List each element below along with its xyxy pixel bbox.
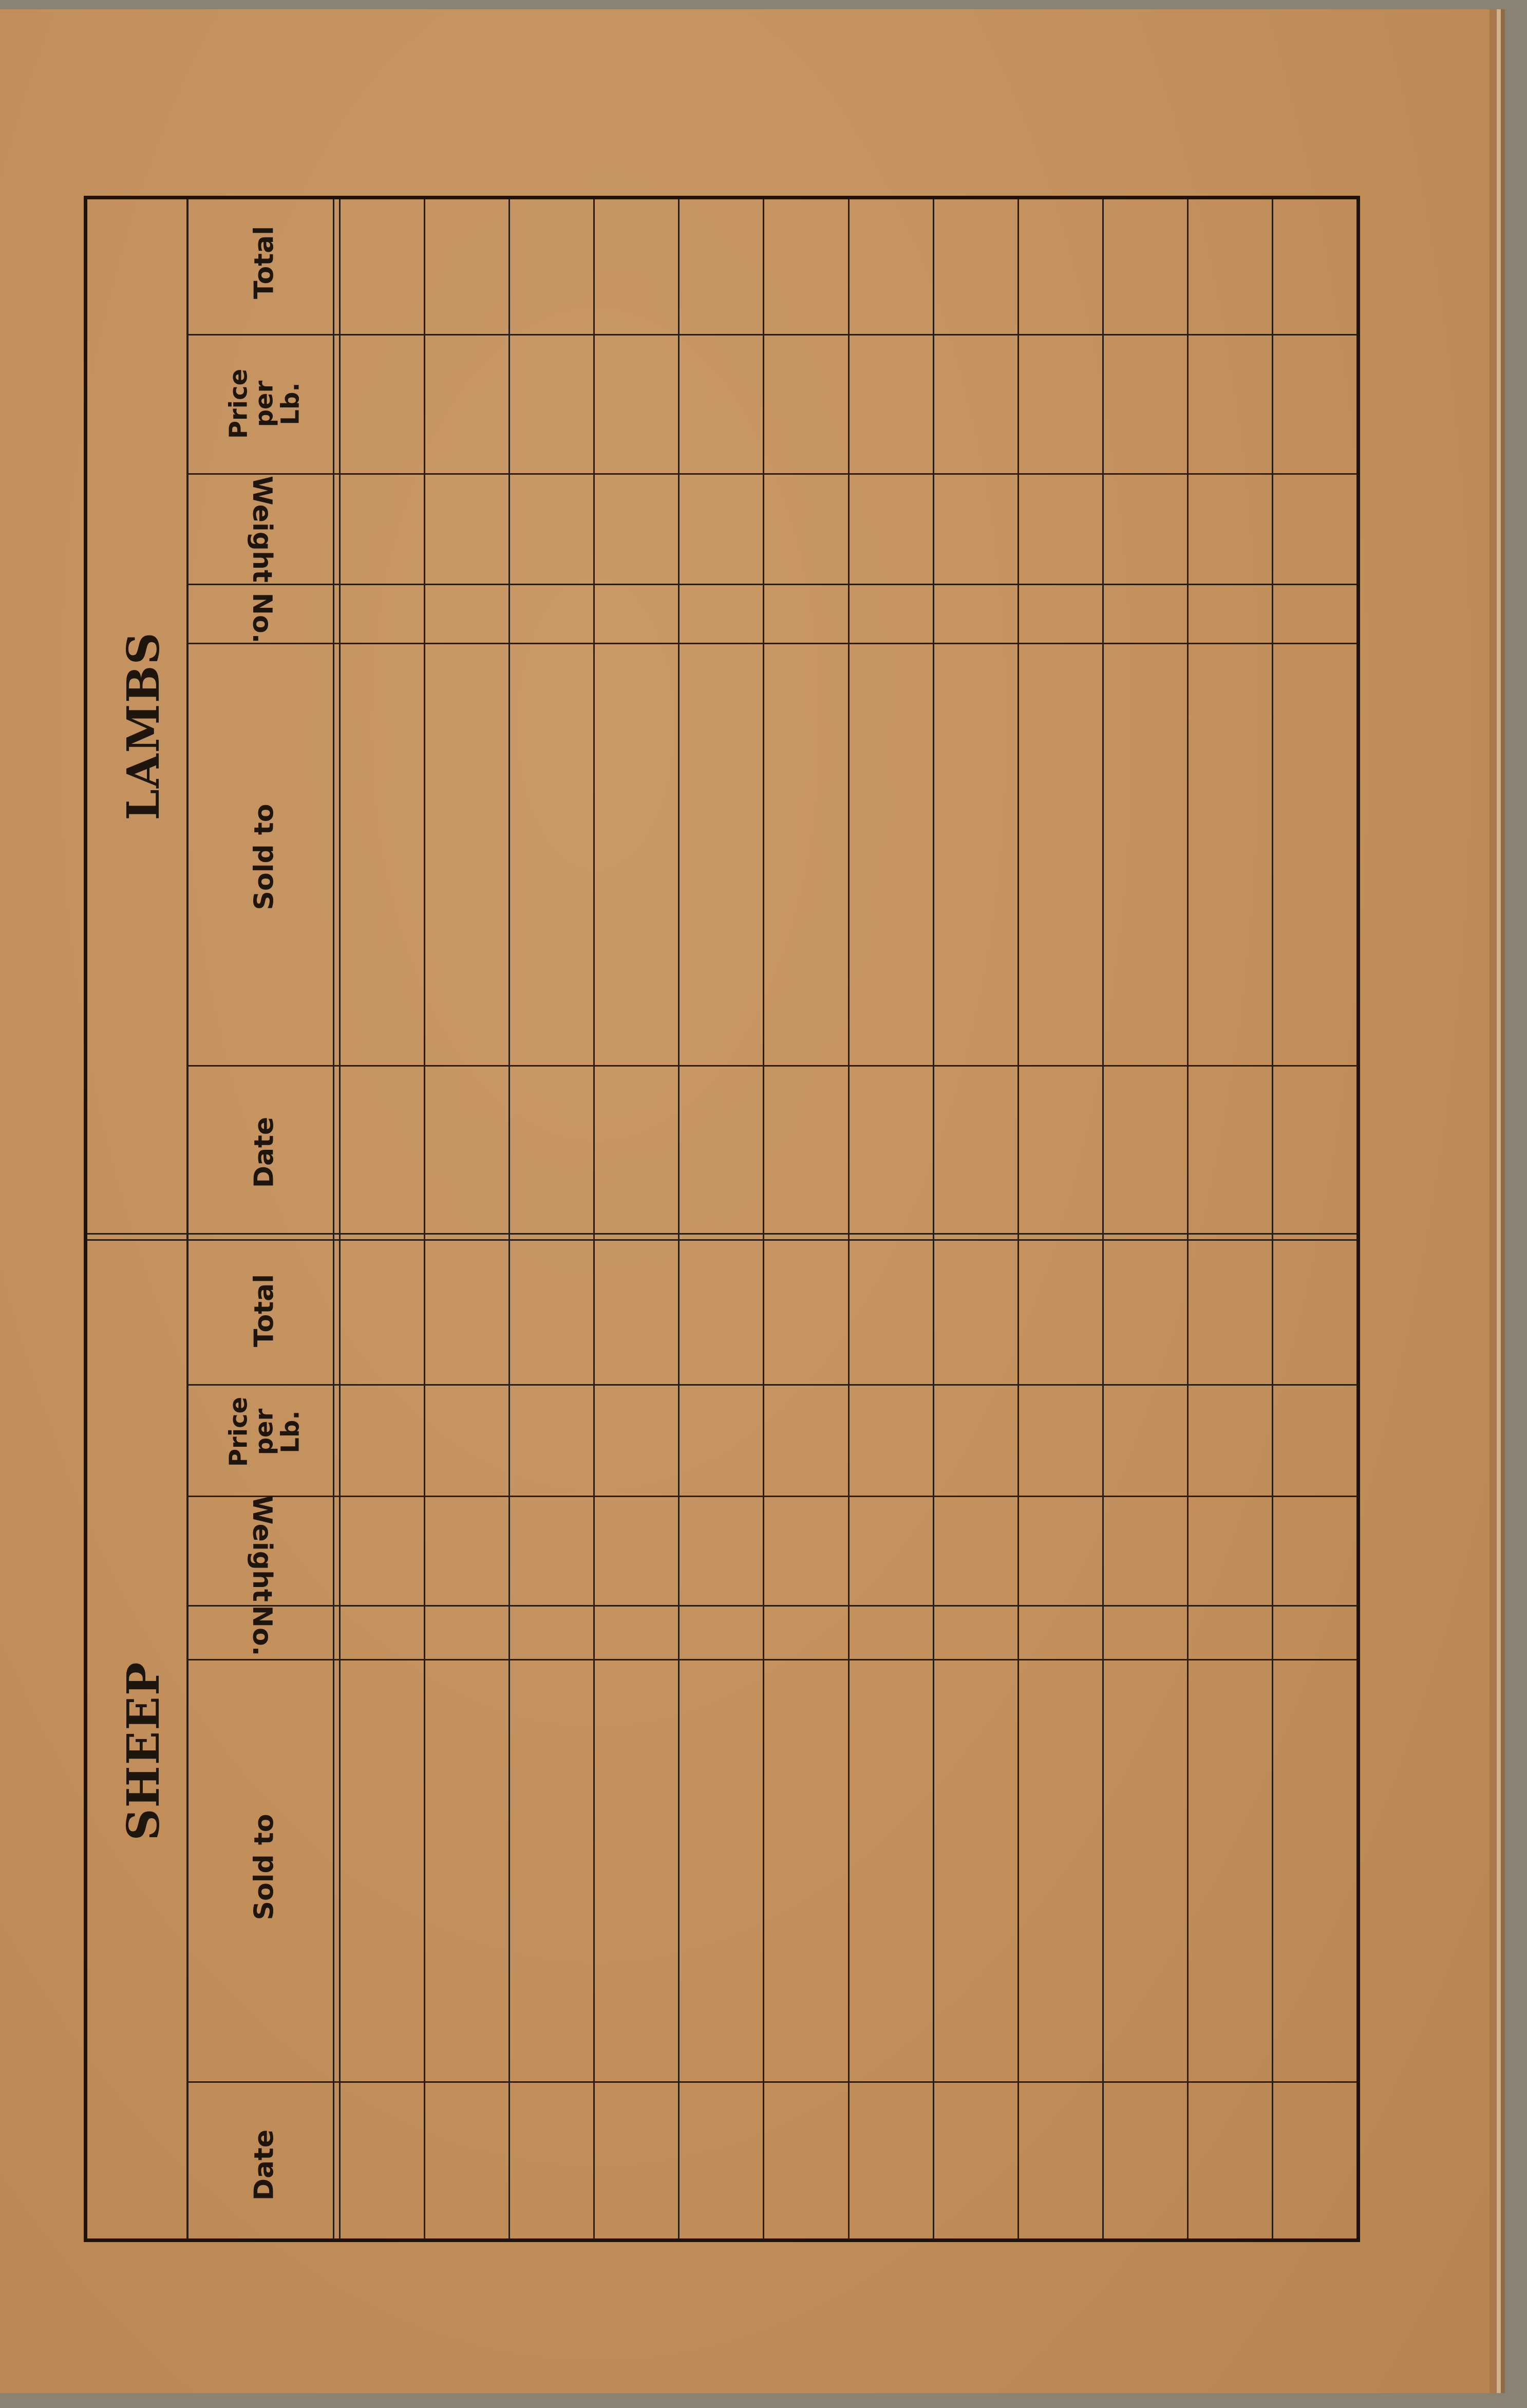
entry-row-line [848,199,850,2238]
col-header-lambs-price [225,369,303,439]
entry-row-line [593,199,595,2238]
header-separator [186,199,188,2238]
entry-row-line [763,199,764,2238]
column-boundary [186,2081,1356,2083]
column-boundary [186,1659,1356,1660]
entry-row-line [1017,199,1019,2238]
column-boundary [186,1605,1356,1607]
column-boundary [186,1496,1356,1497]
col-header-lambs-total: Total [249,226,280,300]
col-header-sheep-weight: Weight [247,1495,277,1602]
column-boundary [186,584,1356,585]
col-header-lambs-no: No. [247,592,277,644]
column-boundary [186,1384,1356,1386]
col-header-sheep-total: Total [249,1274,280,1348]
price-line-2: per [250,380,279,427]
col-header-sheep-price [225,1397,303,1467]
price-line-2: per [250,1408,279,1455]
entry-row-line [678,199,680,2238]
section-title-sheep: SHEEP [117,1661,169,1841]
section-title-lambs: LAMBS [117,631,169,820]
column-boundary [186,473,1356,475]
column-boundary [186,334,1356,335]
price-line-3: Lb. [276,1410,305,1453]
entry-row-line [424,199,425,2238]
col-header-sheep-sold-to: Sold to [249,1814,280,1920]
section-divider [87,1233,1356,1235]
ledger-page [0,9,1497,2393]
price-line-1: Price [224,368,253,439]
col-header-lambs-weight: Weight [247,476,277,583]
entry-row-line [1272,199,1273,2238]
col-header-lambs-date: Date [249,1116,280,1188]
header-double-line [333,199,334,2238]
col-header-sheep-no: No. [247,1605,277,1656]
column-boundary [186,1065,1356,1067]
entry-row-line [1187,199,1189,2238]
column-boundary [186,643,1356,644]
entry-row-line [933,199,934,2238]
header-double-line [339,199,341,2238]
section-divider [87,1239,1356,1241]
col-header-sheep-date: Date [249,2129,280,2201]
entry-row-line [508,199,510,2238]
price-line-3: Lb. [276,382,305,425]
entry-row-line [1102,199,1104,2238]
price-line-1: Price [224,1396,253,1467]
ledger-table-frame [84,196,1360,2242]
col-header-lambs-sold-to: Sold to [249,804,280,910]
